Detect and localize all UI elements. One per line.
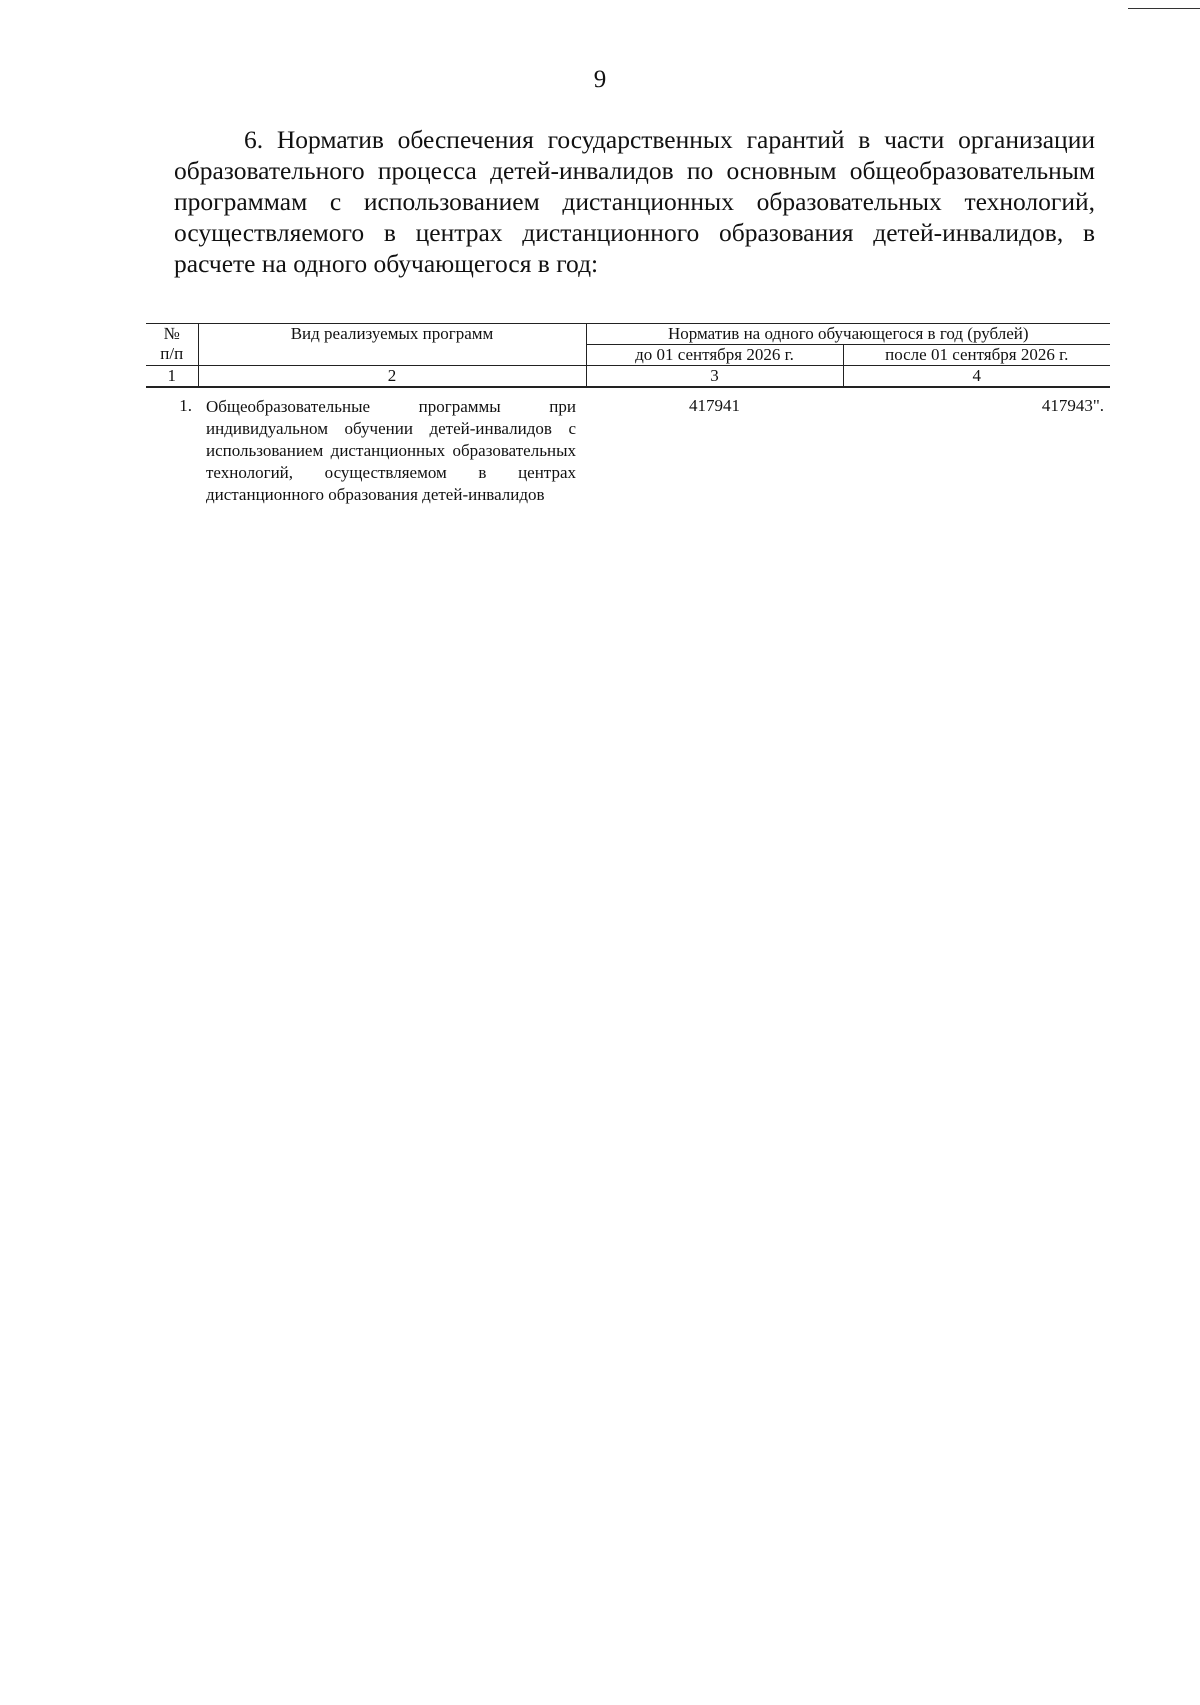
header-after: после 01 сентября 2026 г.: [843, 345, 1110, 366]
row-program: Общеобразовательные программы при индивидуальном обучении детей-инвалидов с использованием дистанционных образовательных технологий, осуществляемом в центрах дистанционного образования детей-инвалидов: [206, 397, 576, 504]
table-row: [146, 387, 1110, 506]
header-norm: Норматив на одного обучающегося в год (рублей): [586, 324, 1110, 345]
top-edge-rule: [1128, 8, 1200, 9]
header-num-line2: п/п: [160, 344, 184, 363]
page-number: 9: [593, 66, 607, 93]
row-value-before: 417941: [689, 396, 740, 415]
intro-paragraph: 6. Норматив обеспечения государственных гарантий в части организации образовательного процесса детей-инвалидов по основным общеобразовательным программам с использованием дистанционных образовательных технологий, осуществляемого в центрах дистанционного образования детей-инвалидов, в расчете на одного обучающегося в год:: [174, 125, 1095, 278]
header-num: [146, 324, 198, 366]
column-number: 3: [586, 366, 843, 388]
norm-table: [146, 323, 1110, 506]
column-number: 1: [146, 366, 198, 388]
column-numbers-row: [146, 366, 1110, 388]
table-header-row: [146, 324, 1110, 345]
row-value-after: 417943".: [1041, 396, 1105, 415]
row-number: 1.: [179, 396, 192, 415]
column-number: 4: [843, 366, 1110, 388]
header-num-line1: №: [163, 324, 180, 343]
column-number: 2: [198, 366, 586, 388]
header-before: до 01 сентября 2026 г.: [586, 345, 843, 366]
header-program: Вид реализуемых программ: [198, 324, 586, 366]
